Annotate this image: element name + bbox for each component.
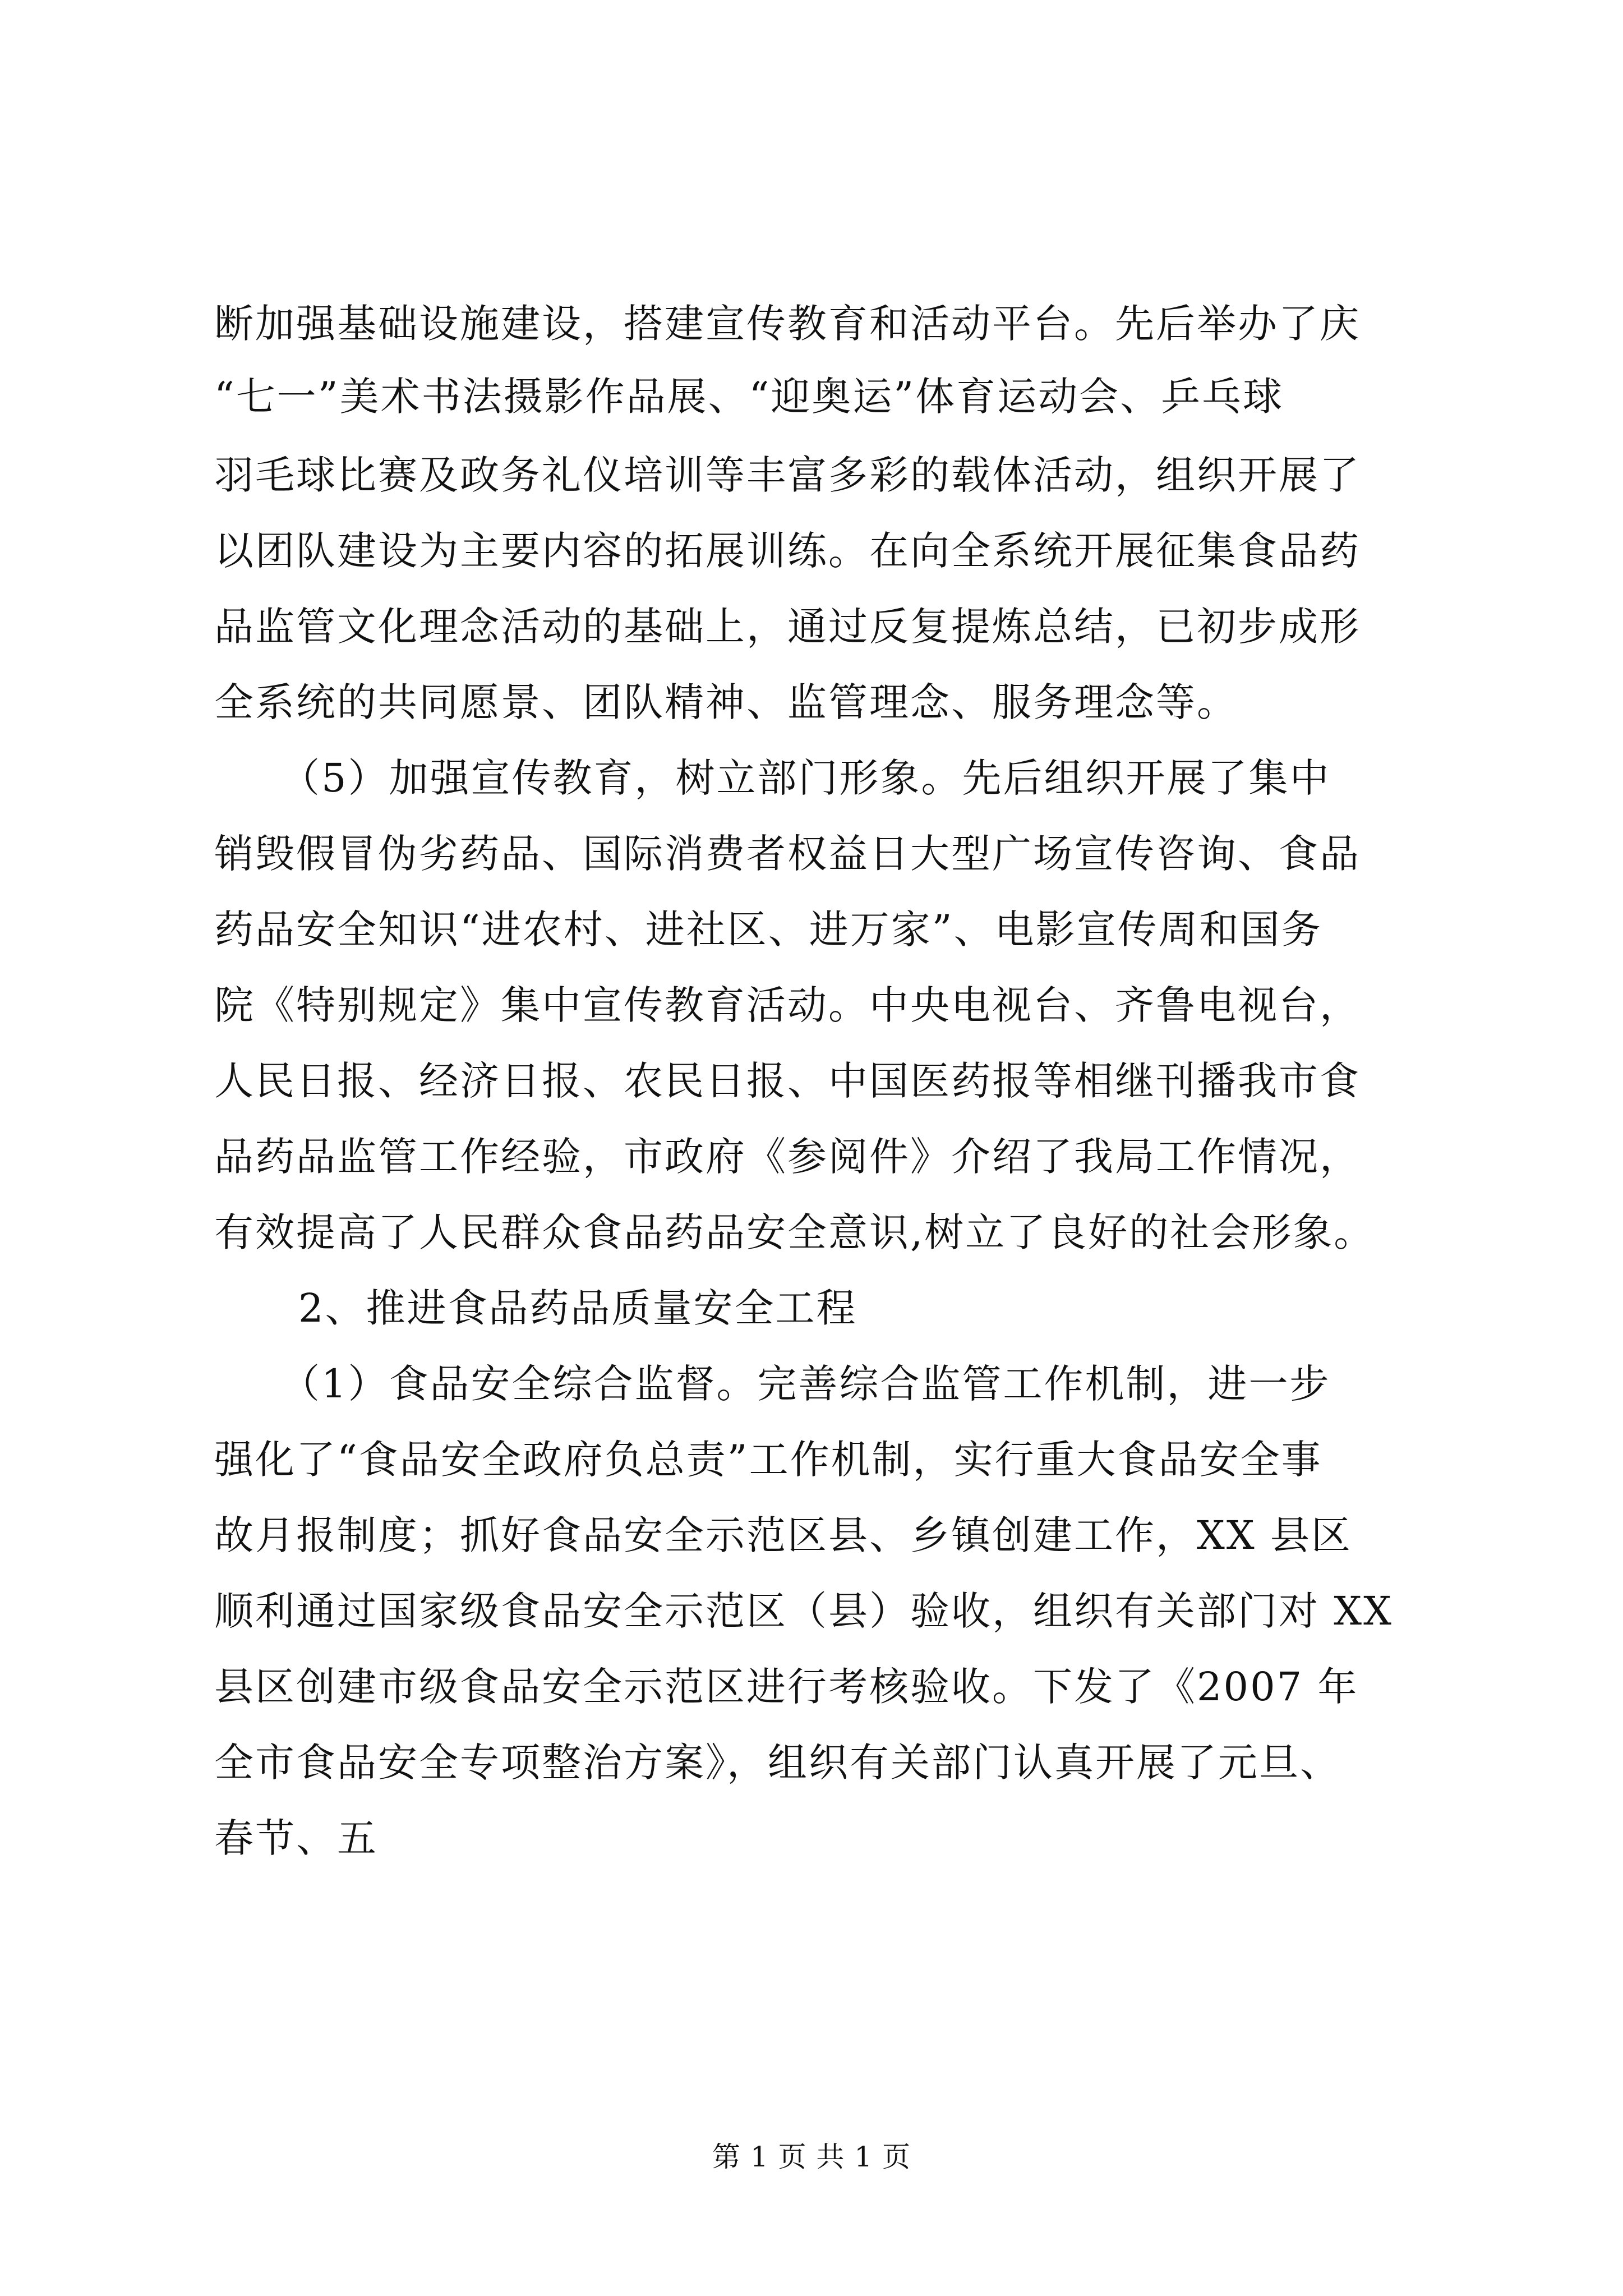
paragraph-line: 春节、五: [214, 1815, 378, 1861]
paragraph-line: 全市食品安全专项整治方案》，组织有关部门认真开展了元旦、: [214, 1740, 1341, 1786]
page-footer: 第 1 页 共 1 页: [712, 2141, 911, 2173]
paragraph-line: “七一”美术书法摄影作品展、“迎奥运”体育运动会、乒乓球: [214, 374, 1284, 420]
paragraph-line: 强化了“食品安全政府负总责”工作机制，实行重大食品安全事: [214, 1437, 1322, 1483]
paragraph-line: 院《特别规定》集中宣传教育活动。中央电视台、齐鲁电视台，: [214, 982, 1361, 1028]
paragraph-line: 故月报制度；抓好食品安全示范区县、乡镇创建工作，XX 县区: [214, 1512, 1352, 1558]
paragraph-line: 顺利通过国家级食品安全示范区（县）验收，组织有关部门对 XX: [214, 1588, 1393, 1634]
paragraph-line: 销毁假冒伪劣药品、国际消费者权益日大型广场宣传咨询、食品: [214, 831, 1361, 877]
paragraph-line: 以团队建设为主要内容的拓展训练。在向全系统开展征集食品药: [214, 528, 1361, 574]
section-heading-line: （5）加强宣传教育，树立部门形象。先后组织开展了集中: [280, 755, 1331, 801]
paragraph-line: 品药品监管工作经验，市政府《参阅件》介绍了我局工作情况，: [214, 1134, 1361, 1180]
paragraph-line: 有效提高了人民群众食品药品安全意识,树立了良好的社会形象。: [214, 1209, 1375, 1255]
paragraph-line: 品监管文化理念活动的基础上，通过反复提炼总结，已初步成形: [214, 604, 1361, 650]
paragraph-line: 人民日报、经济日报、农民日报、中国医药报等相继刊播我市食: [214, 1058, 1361, 1104]
paragraph-line: 药品安全知识“进农村、进社区、进万家”、电影宣传周和国务: [214, 907, 1322, 953]
paragraph-line: 县区创建市级食品安全示范区进行考核验收。下发了《2007 年: [214, 1664, 1359, 1710]
paragraph-line: 断加强基础设施建设，搭建宣传教育和活动平台。先后举办了庆: [214, 301, 1361, 347]
section-heading-line: （1）食品安全综合监督。完善综合监管工作机制，进一步: [280, 1361, 1331, 1407]
paragraph-line: 全系统的共同愿景、团队精神、监管理念、服务理念等。: [214, 679, 1238, 725]
paragraph-line: 羽毛球比赛及政务礼仪培训等丰富多彩的载体活动，组织开展了: [214, 452, 1361, 498]
section-title: 2、推进食品药品质量安全工程: [298, 1285, 857, 1331]
